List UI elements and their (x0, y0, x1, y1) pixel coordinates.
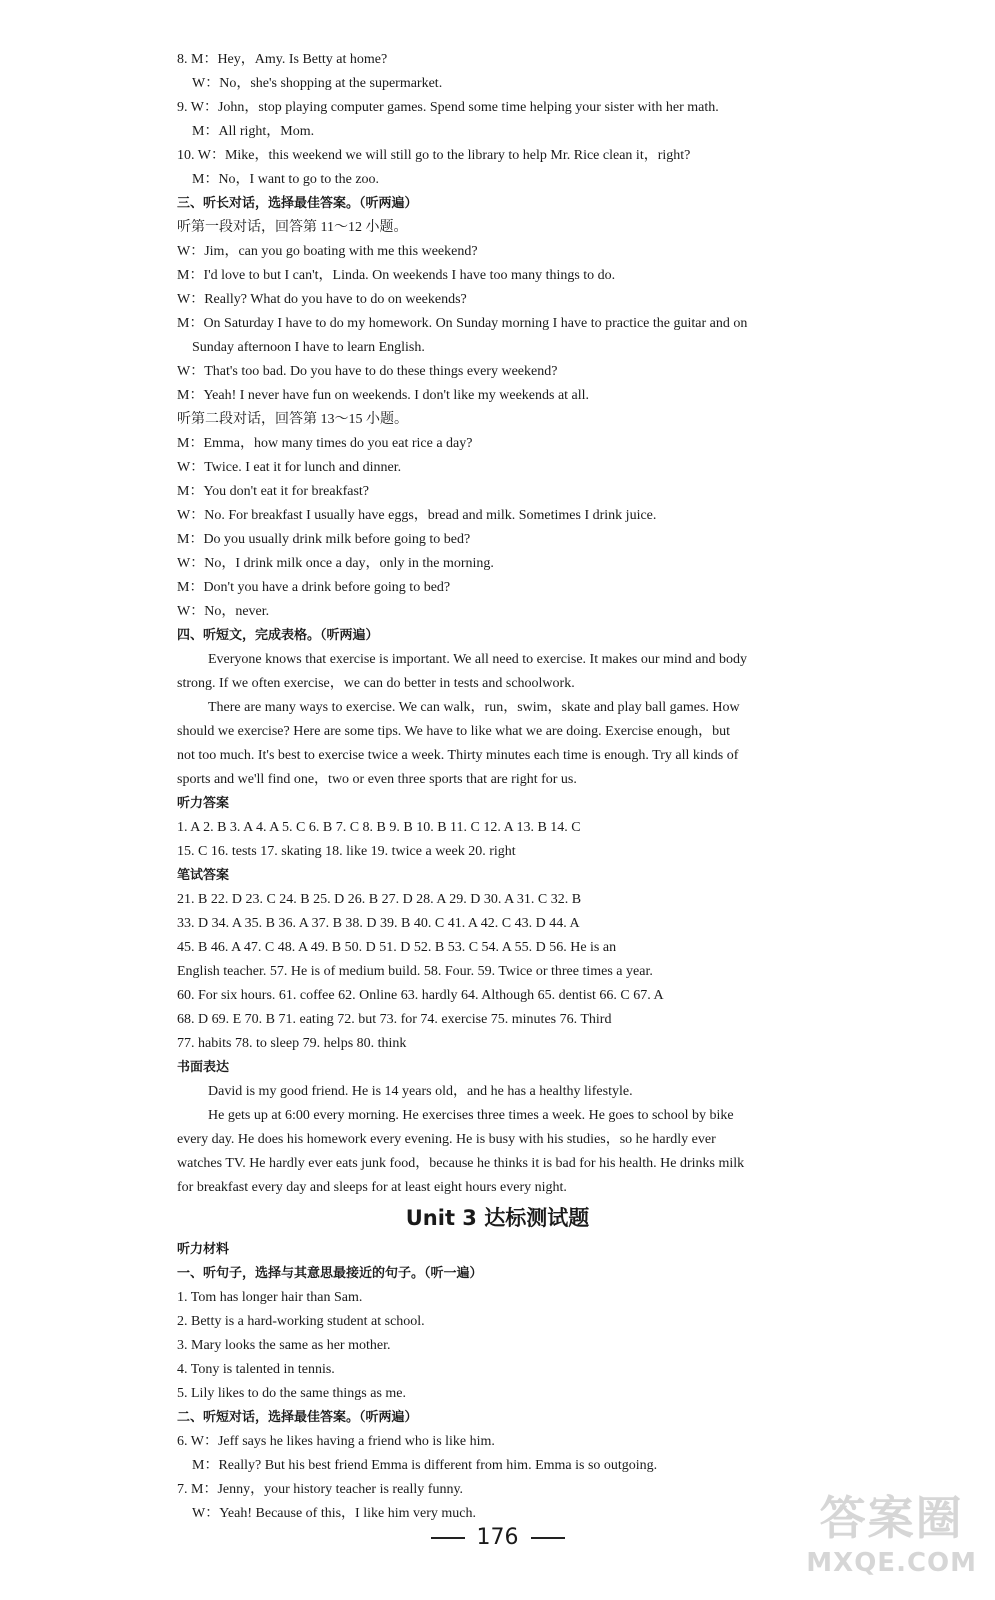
section-heading: 书面表达 (177, 1060, 230, 1075)
page-number-text: 176 (476, 1525, 519, 1550)
text-line: should we exercise? Here are some tips. We have to like what we are doing. Exercise enough，but (177, 724, 730, 739)
text-line: M：On Saturday I have to do my homework. On Sunday morning I have to practice the guitar and on (177, 316, 748, 331)
section-heading: 一、听句子，选择与其意思最接近的句子。（听一遍） (177, 1266, 483, 1281)
text-line: English teacher. 57. He is of medium build. 58. Four. 59. Twice or three times a year. (177, 964, 653, 979)
text-line: 1. A 2. B 3. A 4. A 5. C 6. B 7. C 8. B 9. B 10. B 11. C 12. A 13. B 14. C (177, 820, 581, 835)
text-line: for breakfast every day and sleeps for at least eight hours every night. (177, 1180, 567, 1195)
text-line: 45. B 46. A 47. C 48. A 49. B 50. D 51. D 52. B 53. C 54. A 55. D 56. He is an (177, 940, 617, 955)
text-line: 3. Mary looks the same as her mother. (177, 1338, 391, 1353)
section-heading: 四、听短文，完成表格。（听两遍） (177, 628, 379, 643)
text-line: Sunday afternoon I have to learn English. (192, 340, 425, 355)
text-line: 7. M：Jenny，your history teacher is really funny. (177, 1482, 464, 1497)
text-line: W：No，never. (177, 604, 270, 619)
text-line: 33. D 34. A 35. B 36. A 37. B 38. D 39. B 40. C 41. A 42. C 43. D 44. A (177, 916, 580, 931)
text-line: David is my good friend. He is 14 years old，and he has a healthy lifestyle. (208, 1084, 633, 1099)
text-line: He gets up at 6:00 every morning. He exercises three times a week. He goes to school by bike (208, 1108, 734, 1123)
section-heading: 三、听长对话，选择最佳答案。（听两遍） (177, 196, 418, 211)
section-heading: 听力材料 (177, 1242, 230, 1257)
section-heading: 听力答案 (177, 796, 230, 811)
text-line: 听第二段对话，回答第 13～15 小题。 (177, 412, 408, 427)
section-heading: 二、听短对话，选择最佳答案。（听两遍） (177, 1410, 418, 1425)
page-number-dash-right (531, 1537, 565, 1539)
text-line: Everyone knows that exercise is important. We all need to exercise. It makes our mind and body (208, 652, 748, 667)
text-line: 8. M：Hey，Amy. Is Betty at home? (177, 52, 388, 67)
text-line: 68. D 69. E 70. B 71. eating 72. but 73. for 74. exercise 75. minutes 76. Third (177, 1012, 612, 1027)
text-line: 21. B 22. D 23. C 24. B 25. D 26. B 27. D 28. A 29. D 30. A 31. C 32. B (177, 892, 582, 907)
text-line: 15. C 16. tests 17. skating 18. like 19. twice a week 20. right (177, 844, 516, 859)
text-line: W：Twice. I eat it for lunch and dinner. (177, 460, 402, 475)
text-line: M：Yeah! I never have fun on weekends. I don't like my weekends at all. (177, 388, 590, 403)
text-line: M：Emma，how many times do you eat rice a day? (177, 436, 473, 451)
text-line: M：You don't eat it for breakfast? (177, 484, 370, 499)
text-line: watches TV. He hardly ever eats junk food，because he thinks it is bad for his health. He drinks milk (177, 1156, 745, 1171)
text-line: strong. If we often exercise，we can do better in tests and schoolwork. (177, 676, 575, 691)
text-line: W：No. For breakfast I usually have eggs，bread and milk. Sometimes I drink juice. (177, 508, 657, 523)
page-number-dash-left (431, 1537, 465, 1539)
text-line: M：Really? But his best friend Emma is different from him. Emma is so outgoing. (192, 1458, 658, 1473)
text-line: 1. Tom has longer hair than Sam. (177, 1290, 363, 1305)
text-line: sports and we'll find one，two or even three sports that are right for us. (177, 772, 577, 787)
text-line: 6. W：Jeff says he likes having a friend who is like him. (177, 1434, 495, 1449)
text-line: W：Jim，can you go boating with me this weekend? (177, 244, 478, 259)
text-line: every day. He does his homework every evening. He is busy with his studies，so he hardly ever (177, 1132, 716, 1147)
text-line: W：Really? What do you have to do on weekends? (177, 292, 467, 307)
text-line: There are many ways to exercise. We can walk，run，swim，skate and play ball games. How (208, 700, 740, 715)
text-line: W：No，I drink milk once a day，only in the morning. (177, 556, 494, 571)
text-line: 77. habits 78. to sleep 79. helps 80. think (177, 1036, 407, 1051)
text-line: 5. Lily likes to do the same things as me. (177, 1386, 407, 1401)
text-line: M：Do you usually drink milk before going to bed? (177, 532, 471, 547)
text-line: 9. W：John，stop playing computer games. Spend some time helping your sister with her math. (177, 100, 719, 115)
text-line: not too much. It's best to exercise twice a week. Thirty minutes each time is enough. Try all kinds of (177, 748, 739, 763)
watermark-logo (806, 1482, 977, 1578)
text-line: M：Don't you have a drink before going to bed? (177, 580, 451, 595)
text-line: 听第一段对话，回答第 11～12 小题。 (177, 220, 408, 235)
text-line: 4. Tony is talented in tennis. (177, 1362, 335, 1377)
watermark-top: 答案圈 (819, 1491, 964, 1545)
text-line: W：No，she's shopping at the supermarket. (192, 76, 443, 91)
text-line: M：All right，Mom. (192, 124, 315, 139)
text-line: 60. For six hours. 61. coffee 62. Online 63. hardly 64. Although 65. dentist 66. C 67. A (177, 988, 664, 1003)
watermark-bottom: MXQE.COM (806, 1548, 977, 1578)
text-line: 2. Betty is a hard-working student at school. (177, 1314, 425, 1329)
text-line: W：That's too bad. Do you have to do these things every weekend? (177, 364, 558, 379)
unit-title: Unit 3 达标测试题 (405, 1206, 590, 1230)
text-line: W：Yeah! Because of this，I like him very much. (192, 1506, 476, 1521)
text-line: 10. W：Mike，this weekend we will still go to the library to help Mr. Rice clean it，right? (177, 148, 691, 163)
text-line: M：No，I want to go to the zoo. (192, 172, 380, 187)
text-line: M：I'd love to but I can't，Linda. On weekends I have too many things to do. (177, 268, 616, 283)
section-heading: 笔试答案 (177, 868, 230, 883)
